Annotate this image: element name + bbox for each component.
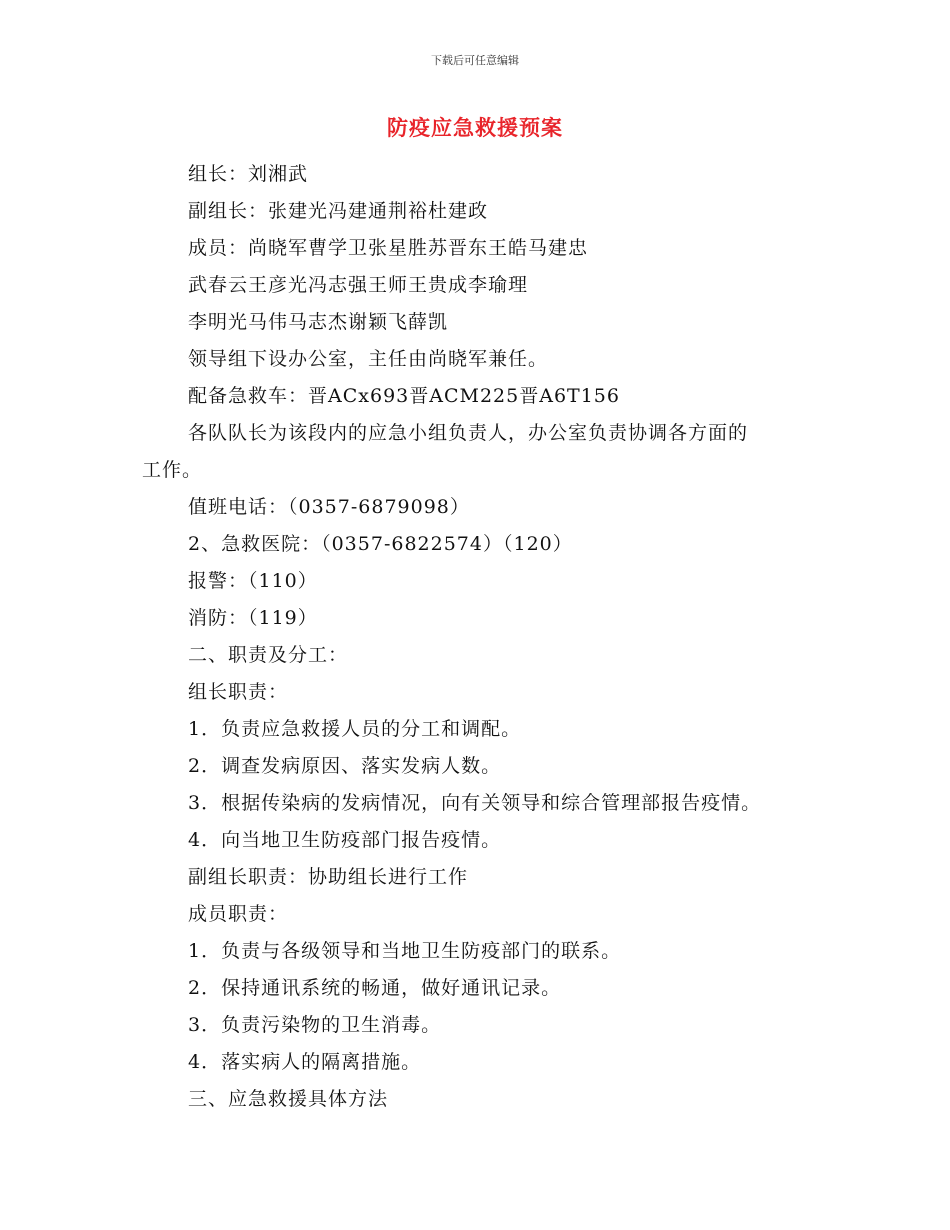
paragraph-ambulances: 配备急救车：晋ACx693晋ACM225晋A6T156 xyxy=(188,385,620,407)
subheading-member-duties: 成员职责： xyxy=(188,903,289,925)
section-heading-duties: 二、职责及分工： xyxy=(188,644,349,666)
paragraph-team-leaders-cont: 工作。 xyxy=(142,459,203,481)
paragraph-members-cont-2: 李明光马伟马志杰谢颖飞薛凯 xyxy=(188,311,449,333)
document-title: 防疫应急救援预案 xyxy=(387,116,563,140)
header-note: 下载后可任意编辑 xyxy=(431,54,519,67)
paragraph-members: 成员：尚晓军曹学卫张星胜苏晋东王皓马建忠 xyxy=(188,237,589,259)
paragraph-police: 报警：（110） xyxy=(188,570,318,592)
document-body xyxy=(142,156,812,1118)
paragraph-hospital: 2、急救医院：（0357-6822574）（120） xyxy=(188,533,573,555)
list-item: 4．落实病人的隔离措施。 xyxy=(188,1051,422,1073)
paragraph-duty-phone: 值班电话：（0357-6879098） xyxy=(188,496,470,518)
subheading-leader-duties: 组长职责： xyxy=(188,681,289,703)
list-item: 2．保持通讯系统的畅通，做好通讯记录。 xyxy=(188,977,562,999)
list-item: 4．向当地卫生防疫部门报告疫情。 xyxy=(188,829,502,851)
paragraph-group-leader: 组长：刘湘武 xyxy=(188,163,309,185)
paragraph-fire: 消防：（119） xyxy=(188,607,318,629)
list-item: 3．根据传染病的发病情况，向有关领导和综合管理部报告疫情。 xyxy=(188,792,762,814)
paragraph-members-cont-1: 武春云王彦光冯志强王师王贵成李瑜理 xyxy=(188,274,529,296)
list-item: 2．调查发病原因、落实发病人数。 xyxy=(188,755,502,777)
paragraph-office: 领导组下设办公室，主任由尚晓军兼任。 xyxy=(188,348,549,370)
list-item: 3．负责污染物的卫生消毒。 xyxy=(188,1014,442,1036)
subheading-deputy-duties: 副组长职责：协助组长进行工作 xyxy=(188,866,469,888)
list-item: 1．负责与各级领导和当地卫生防疫部门的联系。 xyxy=(188,940,622,962)
list-item: 1．负责应急救援人员的分工和调配。 xyxy=(188,718,522,740)
paragraph-deputy-leaders: 副组长：张建光冯建通荆裕杜建政 xyxy=(188,200,489,222)
section-heading-methods: 三、应急救援具体方法 xyxy=(188,1088,389,1110)
paragraph-team-leaders: 各队队长为该段内的应急小组负责人，办公室负责协调各方面的 xyxy=(188,422,749,444)
